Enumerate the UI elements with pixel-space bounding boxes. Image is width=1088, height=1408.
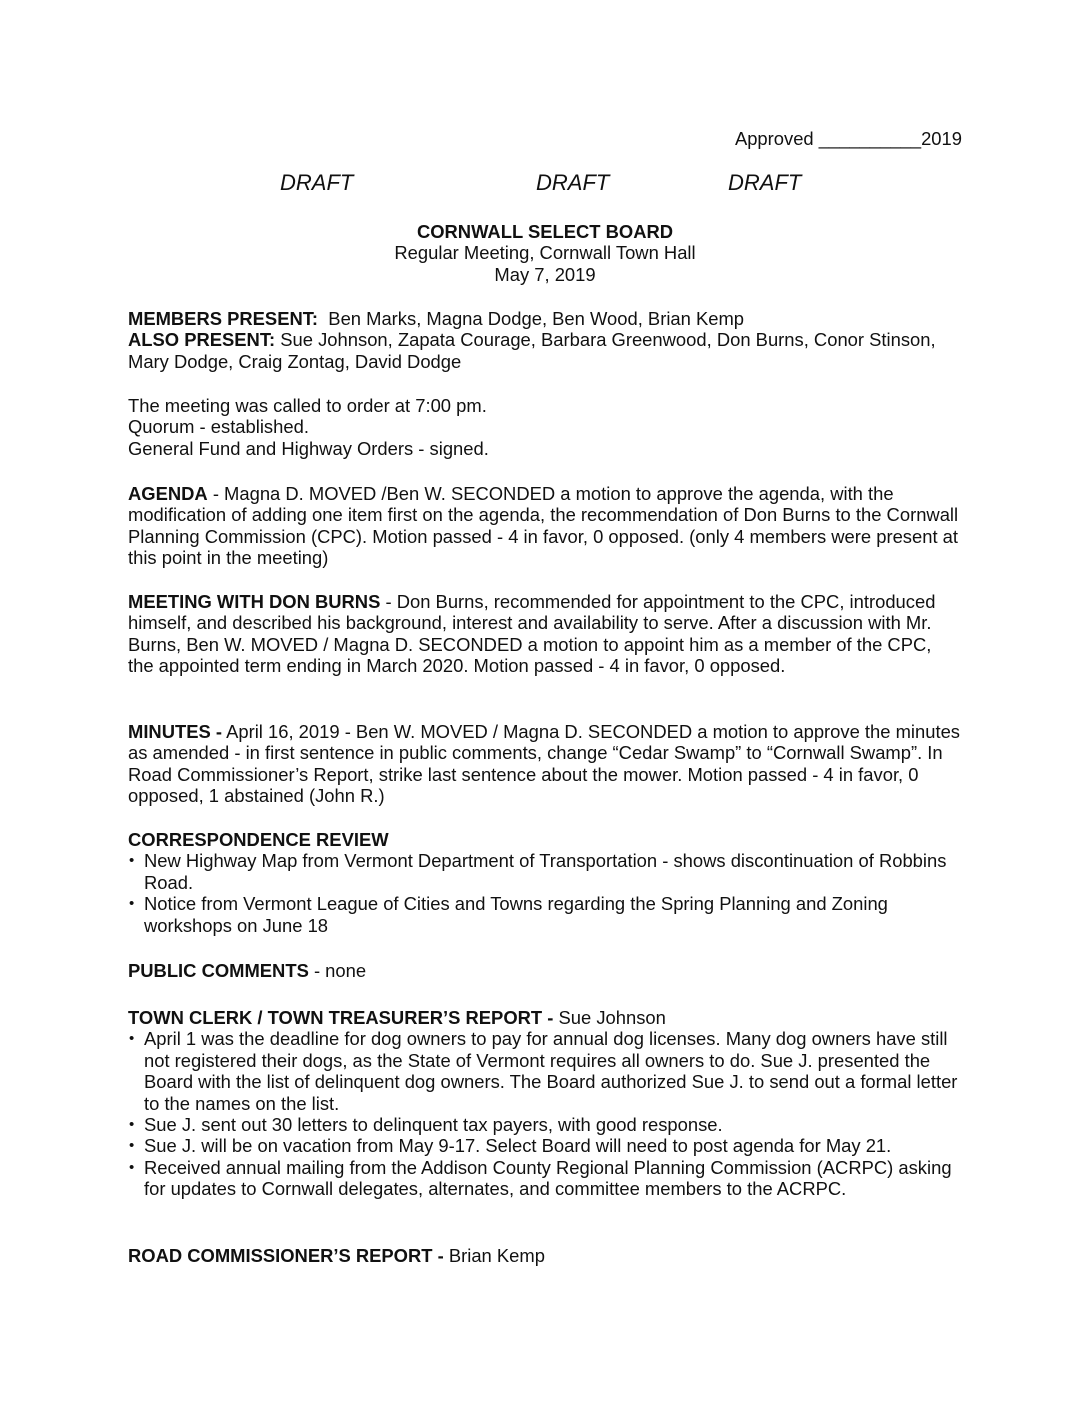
approval-line — [735, 128, 962, 149]
road-report-person: Brian Kemp — [443, 1245, 545, 1266]
correspondence-list — [128, 850, 962, 936]
approved-year: 2019 — [921, 128, 962, 149]
list-item: • Received annual mailing from the Addison County Regional Planning Commission (ACRPC) asking for updates to Cornwall delegates, alternates, and committee members to the ACRPC. — [128, 1157, 962, 1200]
members-present — [128, 308, 962, 329]
correspondence-heading: CORRESPONDENCE REVIEW — [128, 829, 389, 850]
agenda-section — [128, 483, 962, 569]
road-report-section — [128, 1245, 962, 1266]
orders-line: General Fund and Highway Orders - signed. — [128, 437, 489, 459]
call-to-order: The meeting was called to order at 7:00 pm. — [128, 395, 487, 416]
list-item: • Sue J. sent out 30 letters to delinquent tax payers, with good response. — [128, 1114, 962, 1135]
attendance-section — [128, 308, 962, 372]
clerk-report-person: Sue Johnson — [553, 1007, 666, 1028]
clerk-report-heading: TOWN CLERK / TOWN TREASURER’S REPORT - — [128, 1007, 554, 1028]
public-comments-section — [128, 960, 962, 981]
document-date: May 7, 2019 — [494, 263, 596, 285]
document-title: CORNWALL SELECT BOARD — [416, 221, 674, 242]
document-header — [128, 221, 962, 285]
list-item: • Sue J. will be on vacation from May 9-17. Select Board will need to post agenda for May 21. — [128, 1135, 962, 1156]
draft-watermarks — [128, 172, 962, 202]
also-present-names: Sue Johnson, Zapata Courage, Barbara Greenwood, Don Burns, Conor Stinson, Mary Dodge, Craig Zontag, David Dodge — [128, 329, 936, 372]
agenda-text: - Magna D. MOVED /Ben W. SECONDED a motion to approve the agenda, with the modification of adding one item first on the agenda, the recommendation of Don Burns to the Cornwall Planning Commission (CPC). Motion passed - 4 in favor, 0 opposed. (only 4 members were present at this point in the meeting) — [128, 483, 959, 569]
list-item: • New Highway Map from Vermont Department of Transportation - shows discontinuation of Robbins Road. — [128, 850, 962, 893]
approved-blank: __________ — [818, 128, 922, 149]
members-present-names: Ben Marks, Magna Dodge, Ben Wood, Brian Kemp — [328, 308, 745, 329]
members-present-label: MEMBERS PRESENT: — [128, 308, 319, 329]
road-report-heading: ROAD COMMISSIONER’S REPORT - — [128, 1245, 444, 1266]
agenda-heading: AGENDA — [128, 483, 208, 504]
minutes-section — [128, 721, 962, 807]
opening-section — [128, 395, 962, 459]
meeting-don-burns-text: - Don Burns, recommended for appointment to the CPC, introduced himself, and described his background, interest and availability to serve. After a discussion with Mr. Burns, Ben W. MOVED / Magna D. SECONDED a motion to appoint him as a member of the CPC, the appointed term ending in March 2020. Motion passed - 4 in favor, 0 opposed. — [128, 591, 936, 677]
also-present-label: ALSO PRESENT: — [128, 329, 276, 351]
list-item: • April 1 was the deadline for dog owners to pay for annual dog licenses. Many dog owners have still not registered their dogs, as the State of Vermont requires all owners to do. Sue J. presented the Board with the list of delinquent dog owners. The Board authorized Sue J. to send out a formal letter to the names on the list. — [128, 1028, 962, 1114]
also-present — [128, 329, 962, 372]
meeting-don-burns-heading: MEETING WITH DON BURNS — [128, 591, 381, 612]
approved-label: Approved — [734, 128, 814, 149]
meeting-don-burns-section — [128, 591, 962, 677]
correspondence-section — [128, 829, 962, 936]
clerk-report-section — [128, 1007, 962, 1200]
minutes-text: April 16, 2019 - Ben W. MOVED / Magna D. SECONDED a motion to approve the minutes as amended - in first sentence in public comments, change “Cedar Swamp” to “Cornwall Swamp”. In Road Commissioner’s Report, strike last sentence about the mower. Motion passed - 4 in favor, 0 opposed, 1 abstained (John R.) — [128, 721, 960, 807]
draft-label-3: DRAFT — [728, 170, 802, 195]
list-item: • Notice from Vermont League of Cities and Towns regarding the Spring Planning and Zoning workshops on June 18 — [128, 893, 962, 936]
draft-label-1: DRAFT — [280, 170, 354, 195]
public-comments-text: - none — [308, 960, 367, 981]
clerk-report-list — [128, 1028, 962, 1199]
document-subtitle: Regular Meeting, Cornwall Town Hall — [394, 242, 696, 264]
draft-label-2: DRAFT — [536, 170, 610, 195]
minutes-heading: MINUTES - — [128, 721, 222, 742]
quorum-line: Quorum - established. — [128, 416, 309, 438]
public-comments-heading: PUBLIC COMMENTS — [128, 960, 309, 981]
